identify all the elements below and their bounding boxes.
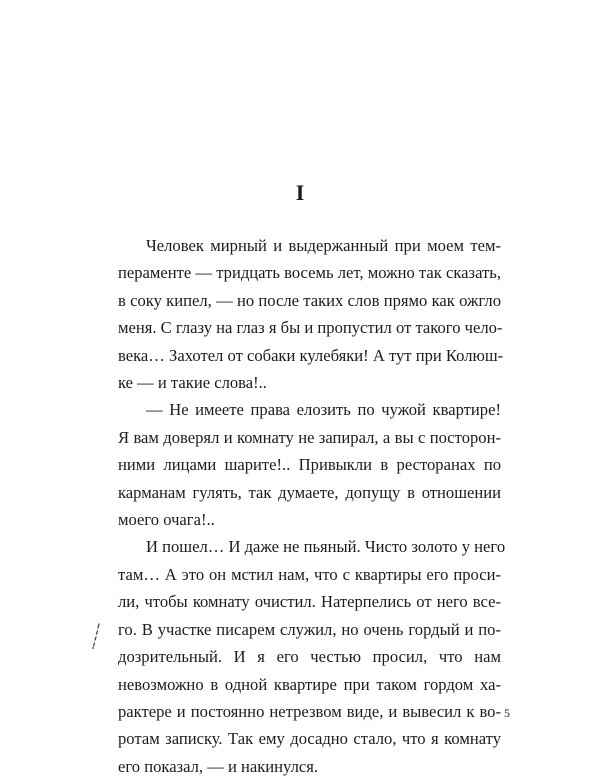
pencil-mark-icon [90, 622, 102, 650]
text-line: рактере и постоянно нетрезвом виде, и вывесил к во- [118, 701, 501, 721]
text-line: пераменте — тридцать восемь лет, можно так сказать, [118, 263, 501, 283]
page-number: 5 [504, 706, 510, 720]
chapter-heading: I [295, 180, 305, 205]
text-line: И пошел… И даже не пьяный. Чисто золото у него [146, 537, 506, 557]
text-line: в соку кипел, — но после таких слов прямо как ожгло [118, 290, 501, 310]
text-line: Я вам доверял и комнату не запирал, а вы с посторон- [118, 427, 501, 447]
text-line: моего очага!.. [118, 510, 215, 530]
text-line: Человек мирный и выдержанный при моем тем- [146, 236, 501, 255]
text-line: дозрительный. И я его честью просил, что нам [118, 647, 501, 667]
text-line: невозможно в одной квартире при таком гордом ха- [118, 674, 501, 694]
text-line: ке — и такие слова!.. [118, 373, 267, 393]
body-text [118, 232, 506, 780]
text-line: его показал, — и накинулся. [118, 756, 319, 776]
text-line: карманам гулять, так думаете, допущу в отношении [118, 482, 501, 502]
text-line: ли, чтобы комнату очистил. Натерпелись от него все- [118, 592, 501, 612]
text-line: ними лицами шарите!.. Привыкли в ресторанах по [118, 455, 501, 475]
text-line: ротам записку. Так ему досадно стало, что я комнату [118, 729, 501, 749]
text-line: — Не имеете права елозить по чужой квартире! [146, 400, 501, 420]
text-line: там… А это он мстил нам, что с квартиры его проси- [118, 564, 501, 584]
text-line: века… Захотел от собаки кулебяки! А тут при Колюш- [118, 345, 504, 365]
text-line: го. В участке писарем служил, но очень гордый и по- [118, 619, 501, 639]
text-line: меня. С глазу на глаз я бы и пропустил от такого чело- [118, 318, 503, 338]
